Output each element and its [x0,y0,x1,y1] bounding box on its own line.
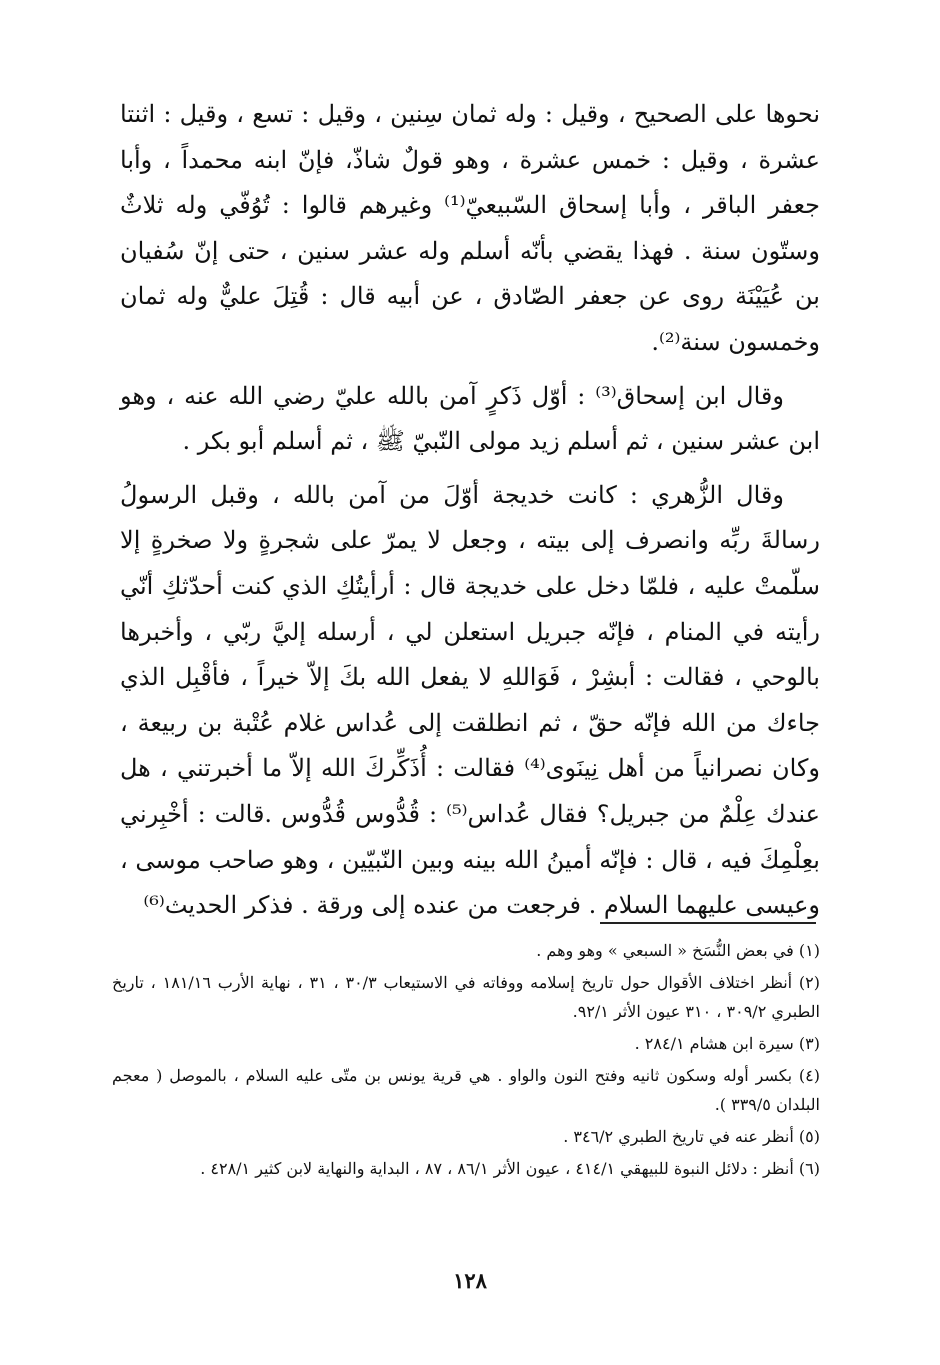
paragraph-3: وقال الزُّهري : كانت خديجة أوّلَ من آمن بالله ، وقبل الرسولُ رسالةَ ربِّه وانصرف إلى بيته ، وجعل لا يمرّ على شجرةٍ ولا صخرةٍ إلا سلّمتْ عليه ، فلمّا دخل على خديجة قال : أرأيتُكِ الذي كنت أحدّثكِ أنّي رأيته في المنام ، فإنّه جبريل استعلن لي ، أرسله إليَّ ربّي ، وأخبرها بالوحي ، فقالت : أبشِرْ ، فَوَاللهِ لا يفعل الله بكَ إلاّ خيراً ، فأقْبِل الذي جاءك من الله فإنّه حقّ ، ثم انطلقت إلى عُداس غلام عُتْبة بن ربيعة ، وكان نصرانياً من أهل نِينَوى⁽⁴⁾ فقالت : أُذَكِّركَ الله إلاّ ما أخبرتني ، هل عندك عِلْمٌ من جبريل؟ فقال عُداس⁽⁵⁾ : قُدُّوس قُدُّوس .قالت : أخْبِرني بعِلْمِكَ فيه ، قال : فإنّه أمينُ الله بينه وبين النّبيّين ، وهو صاحب موسى ، وعيسى عليهما السلام . فرجعت من عنده إلى ورقة . فذكر الحديث⁽⁶⁾ [120,480,820,920]
footnote-separator [600,922,816,924]
footnote-6: (٦) أنظر : دلائل النبوة للبيهقي ٤١٤/١ ، عيون الأثر ٨٦/١ ، ٨٧ ، البداية والنهاية لابن كثير ٤٢٨/١ . [200,1159,820,1178]
footnote-1: (١) في بعض النُّسَخ « السبعي » وهو وهم . [536,941,820,960]
footnote-4: (٤) بكسر أوله وسكون ثانيه وفتح النون والواو . هي قرية يونس بن متّى عليه السلام ، بالموصل ( معجم البلدان ٣٣٩/٥ ). [112,1066,820,1114]
footnotes [112,936,820,1186]
footnote-5: (٥) أنظر عنه في تاريخ الطبري ٣٤٦/٢ . [563,1127,820,1146]
paragraph-1: نحوها على الصحيح ، وقيل : وله ثمان سِنين ، وقيل : تسع ، وقيل : اثنتا عشرة ، وقيل : خمس عشرة ، وهو قولٌ شاذّ، فإنّ ابنه محمداً ، وأبا جعفر الباقر ، وأبا إسحاق السّبيعيّ⁽¹⁾ وغيرهم قالوا : تُوُفّي وله ثلاثٌ وستّون سنة . فهذا يقضي بأنّه أسلم وله عشر سنين ، حتى إنّ سُفيان بن عُيَيْنَة روى عن جعفر الصّادق ، عن أبيه قال : قُتِلَ عليٌّ وله ثمان وخمسون سنة⁽²⁾. [120,100,821,356]
footnote-2: (٢) أنظر اختلاف الأقوال حول تاريخ إسلامه ووفاته في الاستيعاب ٣٠/٣ ، ٣١ ، نهاية الأرب ١٨١/١٦ ، تاريخ الطبري ٣٠٩/٢ ، ٣١٠ عيون الأثر ٩٢/١. [112,973,821,1021]
page-number: ١٢٨ [453,1268,487,1293]
footnote-3: (٣) سيرة ابن هشام ٢٨٤/١ . [634,1034,820,1053]
main-text [120,92,820,929]
paragraph-2: وقال ابن إسحاق⁽³⁾ : أوّل ذَكرٍ آمن بالله عليّ رضي الله عنه ، وهو ابن عشر سنين ، ثم أسلم زيد مولى النّبيّ ﷺ ، ثم أسلم أبو بكر . [120,381,820,456]
